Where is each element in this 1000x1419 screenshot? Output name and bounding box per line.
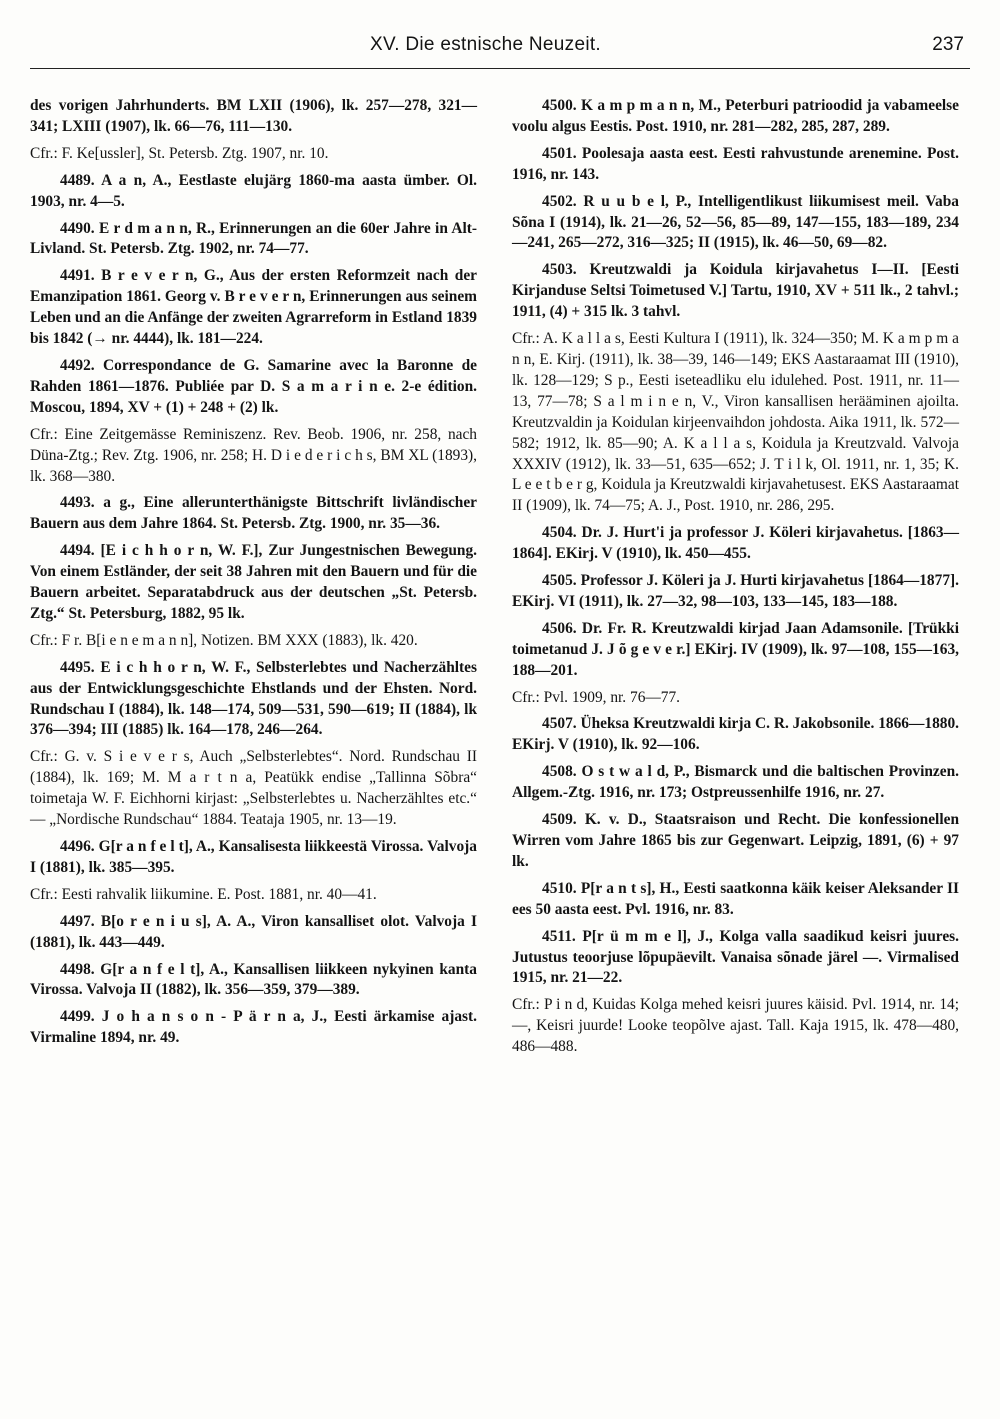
cfr-note: Cfr.: G. v. S i e v e r s, Auch „Selbsterlebtes“. Nord. Rundschau II (1884), lk. 169; M. M a r t n a, Peatükk endise „Tallinna Sõbra“ toimetaja W. F. Eichhorni kirjast: „Selbsterlebtes u. Nacherzähltes etc.“ — „Nordische Rundschau“ 1884. Teataja 1905, nr. 13—19. [30,748,477,829]
page-number: 237 [932,34,964,55]
bibliography-entry: 4500. K a m p m a n n, M., Peterburi patrioodid ja vabameelse voolu algus Eestis. Post. 1910, nr. 281—282, 285, 287, 289. [512,97,959,135]
cfr-note: Cfr.: P i n d, Kuidas Kolga mehed keisri juures käisid. Pvl. 1914, nr. 14; —, Keisri juurde! Looke teopõlve ajast. Tall. Kaja 1915, lk. 478—480, 486—488. [512,996,959,1056]
cfr-note: Cfr.: F. Ke[ussler], St. Petersb. Ztg. 1907, nr. 10. [30,144,329,162]
bibliography-entry: 4498. G[r a n f e l t], A., Kansallisen liikkeen nykyinen kanta Virossa. Valvoja II (1882), lk. 356—359, 379—389. [30,960,477,999]
page-header [30,34,970,69]
bibliography-entry: 4499. J o h a n s o n - P ä r n a, J., Eesti ärkamise ajast. Virmaline 1894, nr. 49. [30,1008,477,1047]
bibliography-entry: 4491. B r e v e r n, G., Aus der ersten Reformzeit nach der Emanzipation 1861. Georg v. B r e v e r n, Erinnerungen aus seinem Leben und an die Anfänge der zweiten Agrarreform in Estland 1839 bis 1842 (→ nr. 4444), lk. 181—224. [30,267,477,348]
running-title: XV. Die estnische Neuzeit. [370,34,601,55]
bibliography-entry: 4496. G[r a n f e l t], A., Kansalisesta liikkeestä Virossa. Valvoja I (1881), lk. 385—395. [30,838,477,876]
bibliography-entry: 4493. a g., Eine allerunterthänigste Bittschrift livländischer Bauern aus dem Jahre 1864. St. Petersb. Ztg. 1900, nr. 35—36. [30,494,477,533]
bibliography-entry: 4503. Kreutzwaldi ja Koidula kirjavahetus I—II. [Eesti Kirjanduse Seltsi Toimetused V.] Tartu, 1910, XV + 511 lk., 2 tahvl.; 1911, (4) + 315 lk. 3 tahvl. [512,261,959,321]
cfr-note: Cfr.: A. K a l l a s, Eesti Kultura I (1911), lk. 324—350; M. K a m p m a n n, E. Kirj. (1911), lk. 38—39, 146—149; EKS Aastaraamat III (1910), lk. 128—129; S p., Eesti iseteadliku elu idulehed. Post. 1911, nr. 11—13, 77—78; S a l m i n e n, V., Viron kansallisen herääminen ajoilta. Kreutzvaldin ja Koidulan kirjeenvaihdon johdosta. Aika 1911, lk. 572—582; 1912, lk. 85—90; A. K a l l a s, Koidula ja Kreutzvald. Valvoja XXXIV (1912), lk. 33—51, 635—652; J. T i l k, Ol. 1911, nr. 1, 35; K. L e e t b e r g, Koidula ja Kreutzwaldi kirjavahetusest. EKS Aastaraamat II (1909), lk. 74—75; A. J., Post. 1910, nr. 286, 295. [512,330,959,515]
left-column [30,96,477,1055]
bibliography-entry: 4505. Professor J. Köleri ja J. Hurti kirjavahetus [1864—1877]. EKirj. VI (1911), lk. 27—32, 98—103, 133—145, 183—188. [512,572,959,610]
bibliography-entry: 4489. A a n, A., Eestlaste elujärg 1860-ma aasta ümber. Ol. 1903, nr. 4—5. [30,171,477,210]
cfr-note: Cfr.: Pvl. 1909, nr. 76—77. [512,688,681,706]
bibliography-entry: 4507. Üheksa Kreutzwaldi kirja C. R. Jakobsonile. 1866—1880. EKirj. V (1910), lk. 92—106. [512,715,959,754]
bibliography-entry: 4506. Dr. Fr. R. Kreutzwaldi kirjad Jaan Adamsonile. [Trükki toimetanud J. J õ g e v e r.] EKirj. IV (1909), lk. 97—108, 155—163, 188—201. [512,619,959,679]
bibliography-entry: 4511. P[r ü m m e l], J., Kolga valla saadikud keisri juures. Jutustus teoorjuse lõpupäevilt. Vanaisa sõnade järel —. Virmalised 1915, nr. 21—22. [512,927,959,987]
bibliography-entry: 4490. E r d m a n n, R., Erinnerungen an die 60er Jahre in Alt-Livland. St. Petersb. Ztg. 1902, nr. 74—77. [30,219,477,258]
bibliography-entry: 4501. Poolesaja aasta eest. Eesti rahvustunde arenemine. Post. 1916, nr. 143. [512,144,959,183]
bibliography-entry: 4497. B[o r e n i u s], A. A., Viron kansalliset olot. Valvoja I (1881), lk. 443—449. [30,912,477,951]
cfr-note: Cfr.: Eine Zeitgemässe Reminiszenz. Rev. Beob. 1906, nr. 258, nach Düna-Ztg.; Rev. Ztg. 1906, nr. 258; H. D i e d e r i c h s, BM XL (1893), lk. 368—380. [30,425,477,485]
bibliography-entry: 4509. K. v. D., Staatsraison und Recht. Die konfessionellen Wirren vom Jahre 1865 bis zur Gegenwart. Leipzig, 1891, (6) + 97 lk. [512,811,959,870]
bibliography-entry: 4510. P[r a n t s], H., Eesti saatkonna käik keiser Aleksander II ees 50 aasta eest. Pvl. 1916, nr. 83. [512,879,959,918]
cfr-note: Cfr.: Eesti rahvalik liikumine. E. Post. 1881, nr. 40—41. [30,885,377,903]
bibliography-entry: 4495. E i c h h o r n, W. F., Selbsterlebtes und Nacherzähltes aus der Entwicklungsgeschichte Ehstlands und der Ehsten. Nord. Rundschau I (1884), lk. 148—174, 509—531, 590—619; II (1884), lk 376—394; III (1885) lk. 164—178, 246—264. [30,658,477,739]
bibliography-entry: 4504. Dr. J. Hurt'i ja professor J. Köleri kirjavahetus. [1863—1864]. EKirj. V (1910), lk. 450—455. [512,524,959,563]
right-column [512,96,959,1064]
cfr-note: Cfr.: F r. B[i e n e m a n n], Notizen. BM XXX (1883), lk. 420. [30,631,418,649]
bibliography-entry: 4494. [E i c h h o r n, W. F.], Zur Jungestnischen Bewegung. Von einem Estländer, der seit 38 Jahren mit den Bauern und für die Bauern arbeitet. Separatabdruck aus der deutschen „St. Petersb. Ztg.“ St. Petersburg, 1882, 95 lk. [30,542,477,622]
bibliography-entry: 4508. O s t w a l d, P., Bismarck und die baltischen Provinzen. Allgem.-Ztg. 1916, nr. 173; Ostpreussenhilfe 1916, nr. 27. [512,763,959,802]
bibliography-entry: 4492. Correspondance de G. Samarine avec la Baronne de Rahden 1861—1876. Publiée par D. S a m a r i n e. 2-e édition. Moscou, 1894, XV + (1) + 248 + (2) lk. [30,356,477,416]
bibliography-entry: 4502. R u u b e l, P., Intelligentlikust liikumisest meil. Vaba Sõna I (1914), lk. 21—26, 52—56, 85—89, 147—155, 183—189, 234—241, 265—272, 316—325; II (1915), lk. 46—50, 69—82. [512,192,959,252]
entry-continuation: des vorigen Jahrhunderts. BM LXII (1906), lk. 257—278, 321—341; LXIII (1907), lk. 66—76, 111—130. [30,97,477,135]
